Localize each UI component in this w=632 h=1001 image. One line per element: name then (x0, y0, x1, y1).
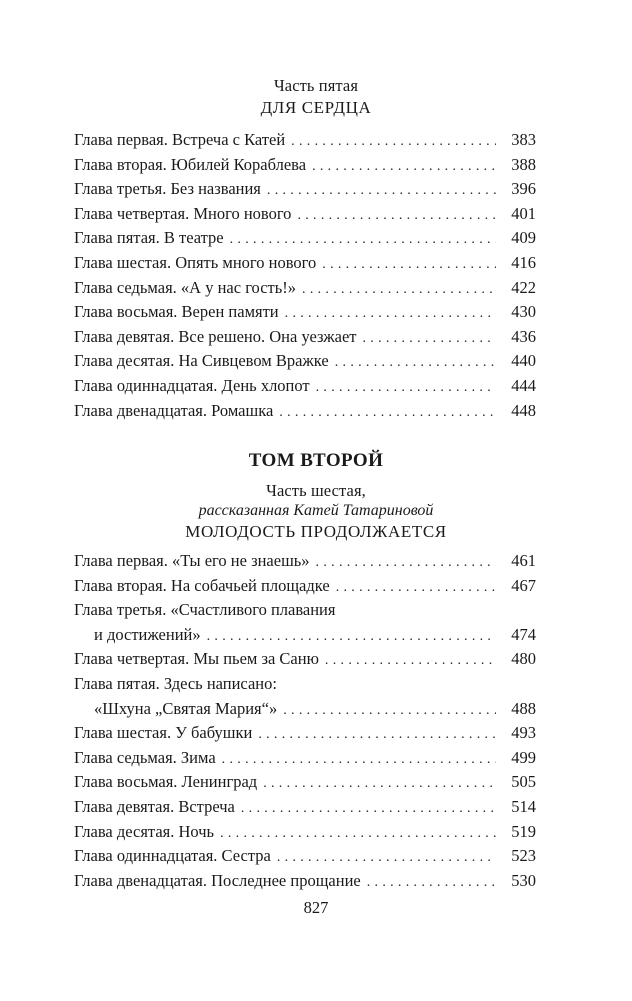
toc-entry[interactable] (74, 128, 536, 153)
toc-entry[interactable] (74, 672, 536, 721)
dot-leader (279, 401, 496, 426)
page-number: 430 (511, 302, 536, 322)
dot-leader (222, 748, 496, 773)
dot-leader (316, 551, 496, 576)
dot-leader (367, 871, 496, 896)
part-subtitle: рассказанная Катей Татариновой (198, 502, 434, 519)
part-label: Часть шестая, (266, 481, 366, 500)
dot-leader (312, 155, 496, 180)
page-number: 396 (511, 179, 536, 199)
page-number: 436 (511, 326, 536, 346)
page-number: 505 (511, 772, 536, 792)
entry-title: Глава одиннадцатая. Сестра (74, 846, 271, 866)
entry-title: Глава вторая. Юбилей Кораблева (74, 154, 307, 174)
toc-entry[interactable] (74, 374, 536, 399)
dot-leader (220, 822, 496, 847)
page-number: 422 (511, 277, 536, 297)
entry-title: Глава десятая. На Сивцевом Вражке (74, 351, 329, 371)
page-number: 440 (511, 351, 536, 371)
page-number: 493 (511, 723, 536, 743)
toc-entry[interactable] (74, 349, 536, 374)
entry-title: Глава четвертая. Много нового (74, 203, 292, 223)
toc-entry[interactable] (74, 325, 536, 350)
entry-title: Глава пятая. В театре (74, 228, 224, 248)
toc-entry[interactable] (74, 202, 536, 227)
page-number: 519 (511, 821, 536, 841)
entry-title: Глава вторая. На собачьей площадке (74, 575, 330, 595)
toc-entry[interactable] (74, 153, 536, 178)
entry-title: Глава одиннадцатая. День хлопот (74, 375, 310, 395)
page-number: 499 (511, 747, 536, 767)
entry-title: Глава седьмая. «А у нас гость!» (74, 277, 297, 297)
toc-entry[interactable] (74, 177, 536, 202)
dot-leader (277, 846, 496, 871)
entry-title: Глава шестая. У бабушки (74, 723, 253, 743)
entry-title-line2: «Шхуна „Святая Мария“» (94, 698, 278, 718)
toc-part5 (74, 128, 536, 423)
dot-leader (297, 204, 496, 229)
dot-leader (336, 576, 496, 601)
page-number: 530 (511, 870, 536, 890)
page-number: 514 (511, 796, 536, 816)
page-folio: 827 (303, 898, 329, 917)
volume-title: ТОМ ВТОРОЙ (248, 450, 384, 471)
part-title: МОЛОДОСТЬ ПРОДОЛЖАЕТСЯ (185, 522, 447, 541)
entry-title: Глава седьмая. Зима (74, 747, 216, 767)
dot-leader (207, 625, 496, 650)
entry-title: Глава первая. «Ты его не знаешь» (74, 551, 310, 570)
toc-entry[interactable] (74, 598, 536, 647)
dot-leader (263, 772, 496, 797)
part-title: ДЛЯ СЕРДЦА (260, 98, 372, 117)
page-number: 409 (511, 228, 536, 248)
entry-title: Глава первая. Встреча с Катей (74, 130, 286, 149)
toc-entry[interactable] (74, 549, 536, 574)
page-number: 448 (511, 400, 536, 420)
dot-leader (325, 649, 496, 674)
toc-entry[interactable] (74, 226, 536, 251)
toc-entry[interactable] (74, 300, 536, 325)
page-number: 474 (511, 624, 536, 644)
entry-title: Глава двенадцатая. Ромашка (74, 400, 274, 420)
dot-leader (267, 179, 496, 204)
dot-leader (283, 699, 496, 724)
dot-leader (362, 327, 496, 352)
toc-entry[interactable] (74, 795, 536, 820)
entry-title: Глава десятая. Ночь (74, 821, 215, 841)
toc-entry[interactable] (74, 844, 536, 869)
page-number: 488 (511, 698, 536, 718)
toc-entry[interactable] (74, 746, 536, 771)
dot-leader (285, 302, 496, 327)
entry-title-line1: Глава третья. «Счастливого плавания (74, 600, 336, 620)
toc-entry[interactable] (74, 647, 536, 672)
dot-leader (230, 228, 496, 253)
toc-entry[interactable] (74, 770, 536, 795)
toc-entry[interactable] (74, 276, 536, 301)
toc-entry[interactable] (74, 251, 536, 276)
dot-leader (316, 376, 496, 401)
page-number: 480 (511, 649, 536, 669)
toc-part6 (74, 549, 536, 893)
page-number: 416 (511, 252, 536, 272)
entry-title: Глава двенадцатая. Последнее прощание (74, 870, 361, 890)
entry-title: Глава восьмая. Ленинград (74, 772, 258, 792)
entry-title: Глава шестая. Опять много нового (74, 252, 317, 272)
page-number: 523 (511, 846, 536, 866)
page-number: 401 (511, 203, 536, 223)
part-label: Часть пятая (273, 76, 359, 95)
entry-title-line2: и достижений» (94, 624, 201, 644)
page-number: 388 (511, 154, 536, 174)
dot-leader (302, 278, 496, 303)
dot-leader (335, 351, 496, 376)
page-number: 461 (511, 551, 536, 570)
entry-title: Глава четвертая. Мы пьем за Саню (74, 649, 319, 669)
toc-entry[interactable] (74, 820, 536, 845)
dot-leader (322, 253, 496, 278)
page-number: 444 (511, 375, 536, 395)
dot-leader (291, 130, 496, 155)
dot-leader (241, 797, 496, 822)
dot-leader (258, 723, 496, 748)
entry-title: Глава восьмая. Верен памяти (74, 302, 279, 322)
page-number: 383 (511, 130, 536, 149)
entry-title: Глава третья. Без названия (74, 179, 261, 199)
toc-entry[interactable] (74, 721, 536, 746)
page-number: 467 (511, 575, 536, 595)
entry-title: Глава девятая. Все решено. Она уезжает (74, 326, 357, 346)
toc-entry[interactable] (74, 869, 536, 894)
entry-title: Глава девятая. Встреча (74, 796, 235, 816)
toc-entry[interactable] (74, 399, 536, 424)
toc-entry[interactable] (74, 574, 536, 599)
entry-title-line1: Глава пятая. Здесь написано: (74, 673, 277, 693)
